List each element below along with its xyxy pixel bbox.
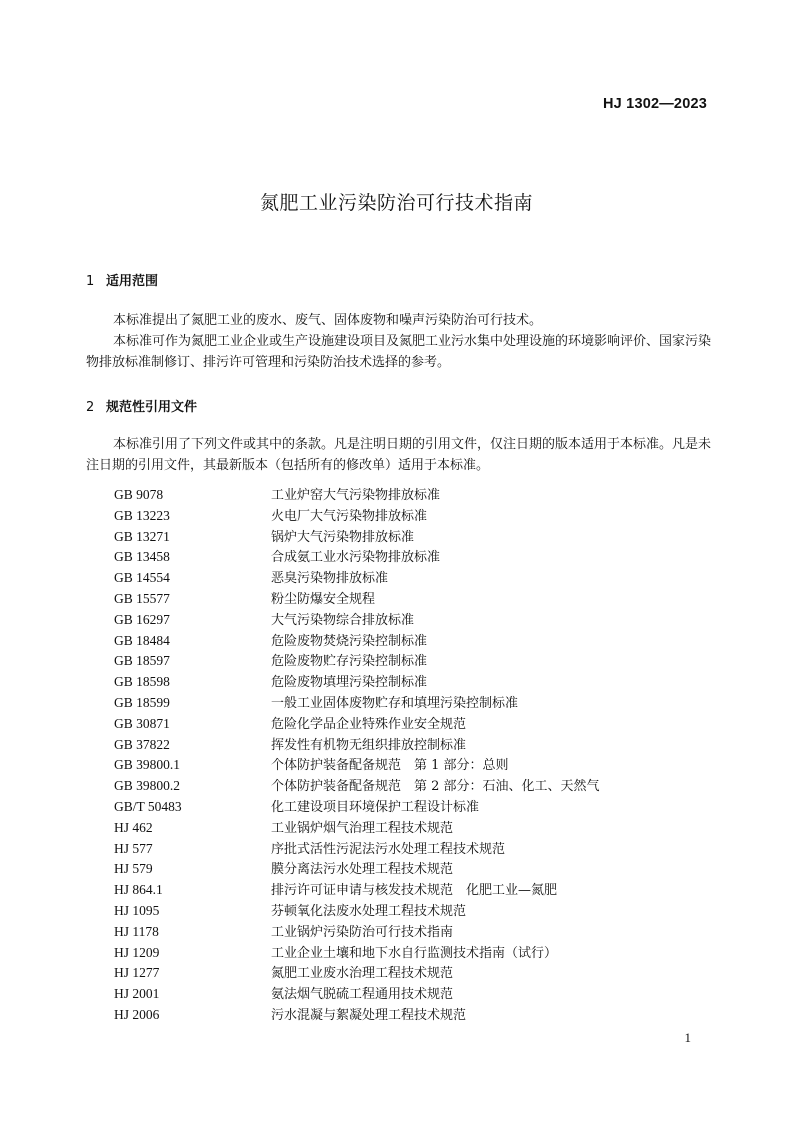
- reference-item: [114, 880, 600, 901]
- reference-title: 危险废物焚烧污染控制标准: [271, 633, 428, 649]
- reference-item: [114, 610, 600, 631]
- section-1-heading: [86, 270, 158, 289]
- reference-code: HJ 1209: [114, 944, 160, 960]
- reference-code: GB 9078: [114, 487, 164, 502]
- section-2-number: 2: [86, 400, 95, 415]
- reference-item: [114, 714, 600, 735]
- section-2-heading: [86, 396, 197, 415]
- reference-title: 危险废物贮存污染控制标准: [271, 654, 428, 670]
- reference-item: [114, 589, 600, 610]
- reference-item: [114, 527, 600, 548]
- reference-code: GB 37822: [114, 736, 170, 752]
- reference-item: [114, 1005, 600, 1026]
- reference-item: [114, 797, 600, 818]
- reference-item: [114, 922, 600, 943]
- reference-code: GB 15577: [114, 590, 170, 606]
- reference-code: GB 18599: [114, 694, 170, 710]
- reference-code: HJ 2001: [114, 986, 160, 1002]
- reference-code: GB 13223: [114, 507, 170, 523]
- reference-title: 一般工业固体废物贮存和填埋污染控制标准: [271, 695, 519, 711]
- reference-title: 芬顿氧化法废水处理工程技术规范: [271, 903, 467, 919]
- section-2-intro: 本标准引用了下列文件或其中的条款。凡是注明日期的引用文件，仅注日期的版本适用于本标准。凡是未注日期的引用文件，其最新版本（包括所有的修改单）适用于本标准。: [86, 437, 712, 473]
- reference-title: 工业炉窑大气污染物排放标准: [271, 488, 441, 503]
- page-number: 1: [684, 1030, 691, 1045]
- reference-title: 个体防护装备配备规范 第 1 部分：总则: [271, 758, 509, 774]
- reference-code: HJ 2006: [114, 1006, 160, 1022]
- reference-code: HJ 1277: [114, 965, 160, 981]
- reference-title: 工业企业土壤和地下水自行监测技术指南（试行）: [271, 945, 558, 961]
- reference-item: [114, 984, 600, 1005]
- section-1-number: 1: [86, 274, 95, 289]
- reference-title: 大气污染物综合排放标准: [271, 612, 415, 628]
- reference-item: [114, 651, 600, 672]
- section-2-title: 规范性引用文件: [106, 400, 198, 415]
- reference-code: HJ 579: [114, 861, 153, 877]
- reference-title: 粉尘防爆安全规程: [271, 591, 376, 607]
- reference-title: 排污许可证申请与核发技术规范 化肥工业—氮肥: [271, 883, 558, 899]
- reference-title: 膜分离法污水处理工程技术规范: [271, 862, 454, 878]
- reference-title: 序批式活性污泥法污水处理工程技术规范: [271, 841, 506, 857]
- reference-title: 化工建设项目环境保护工程设计标准: [271, 799, 480, 815]
- reference-code: HJ 577: [114, 840, 153, 856]
- reference-item: [114, 693, 600, 714]
- reference-code: GB 16297: [114, 611, 170, 627]
- reference-title: 危险化学品企业特殊作业安全规范: [271, 716, 467, 732]
- reference-item: [114, 859, 600, 880]
- reference-item: [114, 818, 600, 839]
- reference-item: [114, 672, 600, 693]
- reference-code: GB 18598: [114, 674, 170, 690]
- reference-title: 个体防护装备配备规范 第 2 部分：石油、化工、天然气: [271, 779, 600, 795]
- reference-title: 锅炉大气污染物排放标准: [271, 529, 415, 545]
- reference-code: HJ 462: [114, 819, 153, 835]
- reference-code: GB 39800.1: [114, 757, 181, 773]
- reference-item: [114, 901, 600, 922]
- reference-title: 工业锅炉污染防治可行技术指南: [271, 924, 454, 940]
- reference-code: GB 18597: [114, 653, 170, 669]
- reference-code: GB 39800.2: [114, 778, 181, 794]
- reference-code: GB 18484: [114, 632, 170, 648]
- reference-item: [114, 943, 600, 964]
- reference-item: [114, 547, 600, 568]
- reference-code: HJ 864.1: [114, 882, 163, 898]
- reference-code: GB 14554: [114, 570, 170, 586]
- reference-code: GB 13271: [114, 528, 170, 544]
- reference-title: 合成氨工业水污染物排放标准: [271, 550, 441, 566]
- reference-item: [114, 485, 600, 506]
- reference-code: GB 30871: [114, 715, 170, 731]
- reference-list: [114, 485, 600, 1026]
- reference-item: [114, 755, 600, 776]
- reference-title: 工业锅炉烟气治理工程技术规范: [271, 820, 454, 836]
- reference-code: HJ 1178: [114, 923, 159, 939]
- reference-item: [114, 735, 600, 756]
- reference-title: 挥发性有机物无组织排放控制标准: [271, 737, 467, 753]
- reference-title: 氨法烟气脱硫工程通用技术规范: [271, 987, 454, 1003]
- reference-item: [114, 506, 600, 527]
- section-1-paragraph-2: 本标准可作为氮肥工业企业或生产设施建设项目及氮肥工业污水集中处理设施的环境影响评价、国家污染物排放标准制修订、排污许可管理和污染防治技术选择的参考。: [86, 334, 712, 370]
- reference-title: 氮肥工业废水治理工程技术规范: [271, 966, 454, 982]
- reference-title: 污水混凝与絮凝处理工程技术规范: [271, 1007, 467, 1023]
- reference-item: [114, 568, 600, 589]
- reference-item: [114, 839, 600, 860]
- section-1-title: 适用范围: [106, 274, 159, 289]
- reference-title: 危险废物填埋污染控制标准: [271, 675, 428, 691]
- document-title: 氮肥工业污染防治可行技术指南: [259, 192, 533, 214]
- standard-number: HJ 1302—2023: [603, 96, 707, 112]
- reference-title: 火电厂大气污染物排放标准: [271, 508, 428, 524]
- reference-code: GB 13458: [114, 549, 170, 565]
- reference-item: [114, 631, 600, 652]
- reference-code: HJ 1095: [114, 902, 160, 918]
- reference-item: [114, 963, 600, 984]
- section-1-paragraph-1: 本标准提出了氮肥工业的废水、废气、固体废物和噪声污染防治可行技术。: [113, 313, 543, 328]
- reference-item: [114, 776, 600, 797]
- reference-title: 恶臭污染物排放标准: [271, 571, 389, 587]
- reference-code: GB/T 50483: [114, 798, 182, 814]
